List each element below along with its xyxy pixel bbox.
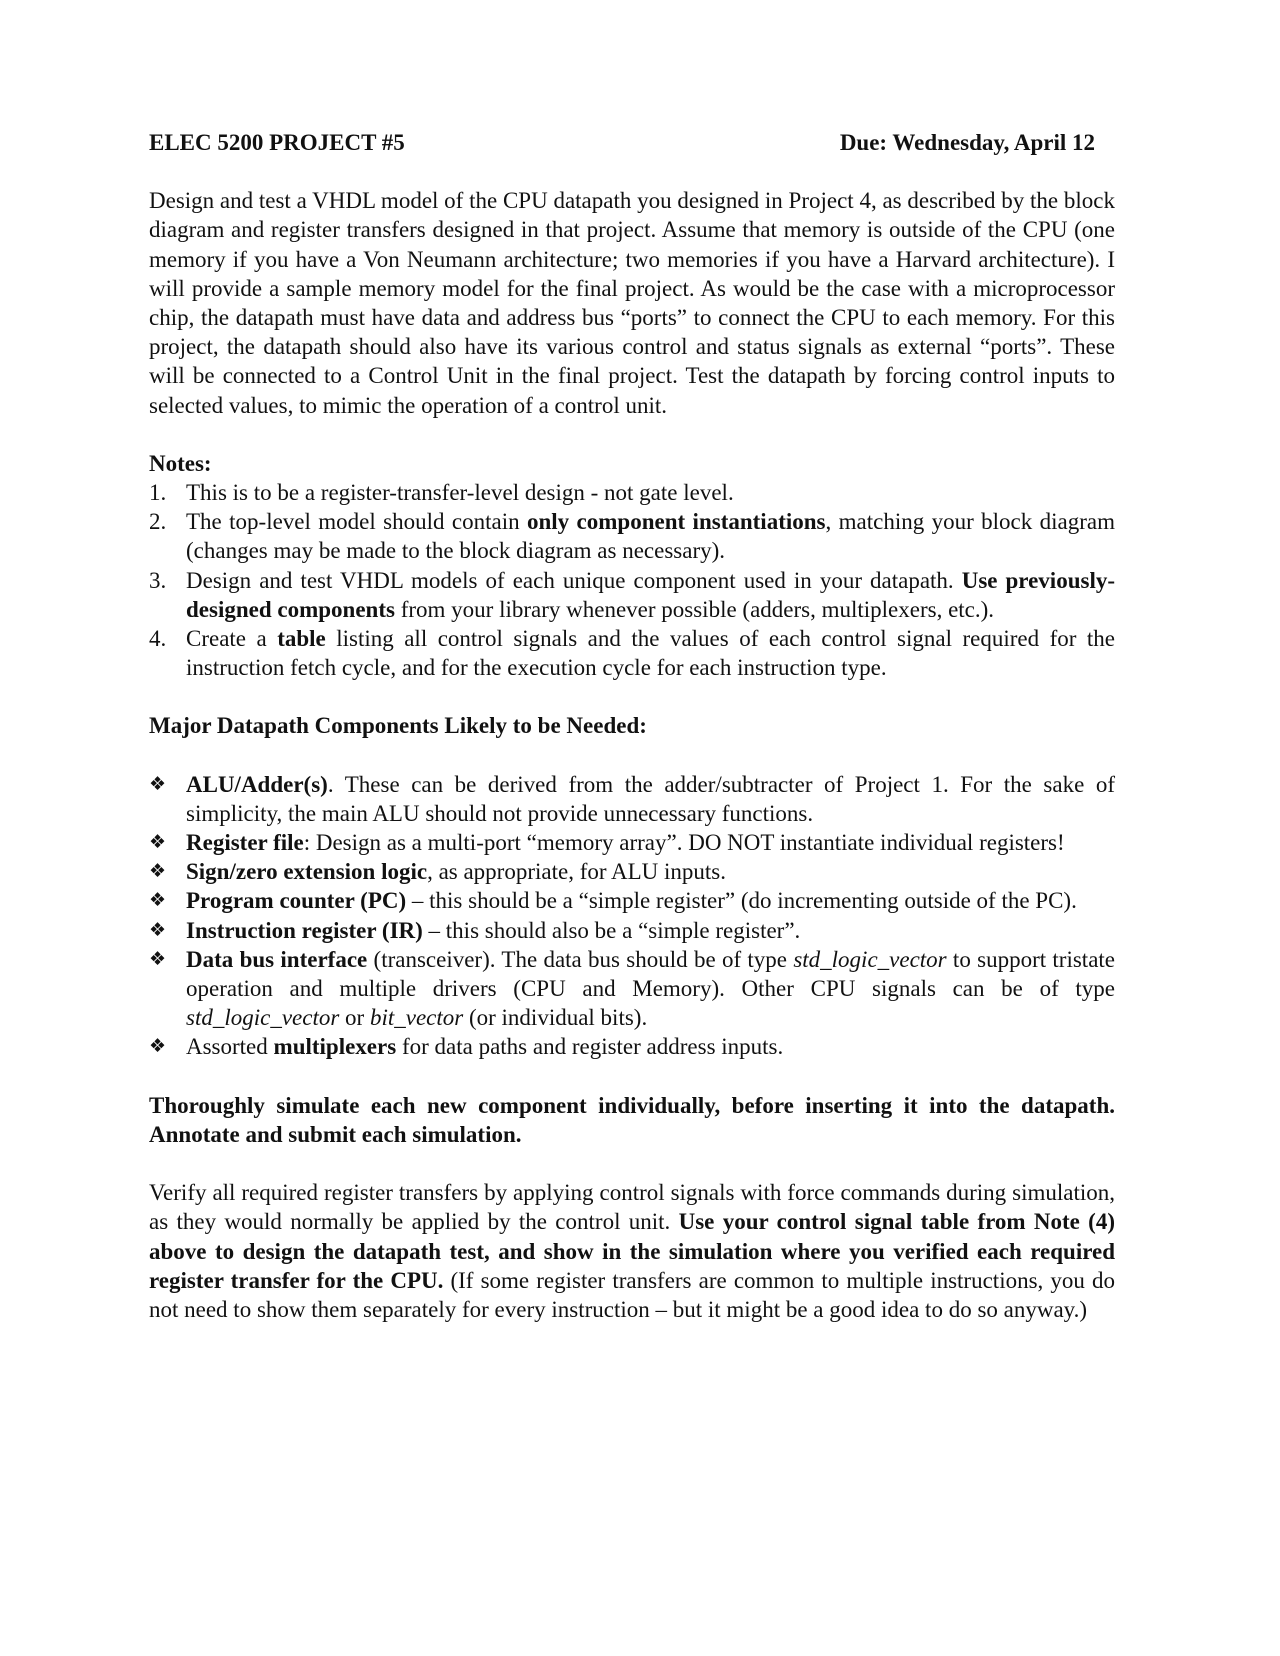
note-item: 3. Design and test VHDL models of each unique component used in your datapath. Use previously-designed components from your library whenever possible (adders, multiplexers, etc.). — [149, 567, 1115, 622]
diamond-bullet-icon: ❖ — [149, 889, 167, 912]
document-page — [149, 128, 1115, 1324]
diamond-bullet-icon: ❖ — [149, 831, 167, 854]
components-list — [149, 770, 1115, 1062]
project-title: ELEC 5200 PROJECT #5 — [149, 130, 405, 155]
diamond-bullet-icon: ❖ — [149, 860, 167, 883]
component-item: ❖ Instruction register (IR) – this should also be a “simple register”. — [149, 916, 1115, 945]
diamond-bullet-icon: ❖ — [149, 947, 167, 970]
component-item: ❖ Assorted multiplexers for data paths and register address inputs. — [149, 1032, 1115, 1061]
component-item: ❖ Register file: Design as a multi-port “memory array”. DO NOT instantiate individual registers! — [149, 828, 1115, 857]
note-item: 2. The top-level model should contain only component instantiations, matching your block diagram (changes may be made to the block diagram as necessary). — [149, 509, 1115, 564]
notes-list — [149, 478, 1115, 682]
simulate-paragraph: Thoroughly simulate each new component individually, before inserting it into the datapath. Annotate and submit each simulation. — [149, 1092, 1115, 1147]
component-item: ❖ Program counter (PC) – this should be a “simple register” (do incrementing outside of the PC). — [149, 886, 1115, 915]
due-date: Due: Wednesday, April 12 — [839, 130, 1095, 155]
verify-paragraph: Verify all required register transfers by applying control signals with force commands during simulation, as they would normally be applied by the control unit. Use your control signal table from Note (4) above to design the datapath test, and show in the simulation where you verified each required register transfer for the CPU. (If some register transfers are common to multiple instructions, you do not need to show them separately for every instruction – but it might be a good idea to do so anyway.) — [149, 1180, 1116, 1322]
components-heading: Major Datapath Components Likely to be Needed: — [149, 713, 647, 739]
note-item: 1. This is to be a register-transfer-level design - not gate level. — [149, 480, 734, 506]
notes-heading: Notes: — [149, 450, 212, 476]
component-item: ❖ Sign/zero extension logic, as appropriate, for ALU inputs. — [149, 857, 1115, 886]
diamond-bullet-icon: ❖ — [149, 1035, 167, 1058]
intro-paragraph: Design and test a VHDL model of the CPU datapath you designed in Project 4, as described by the block diagram and register transfers designed in that project. Assume that memory is outside of the CPU (one memory if you have a Von Neumann architecture; two memories if you have a Harvard architecture). I will provide a sample memory model for the final project. As would be the case with a microprocessor chip, the datapath must have data and address bus “ports” to connect the CPU to each memory. For this project, the datapath should also have its various control and status signals as external “ports”. These will be connected to a Control Unit in the final project. Test the datapath by forcing control inputs to selected values, to mimic the operation of a control unit. — [149, 188, 1115, 418]
note-item: 4. Create a table listing all control signals and the values of each control signal required for the instruction fetch cycle, and for the execution cycle for each instruction type. — [149, 626, 1115, 681]
diamond-bullet-icon: ❖ — [149, 918, 167, 941]
component-item: ❖ Data bus interface (transceiver). The data bus should be of type std_logic_vector to support tristate operation and multiple drivers (CPU and Memory). Other CPU signals can be of type std_logic_vector or bit_vector (or individual bits). — [149, 946, 1116, 1031]
document-header — [149, 128, 1095, 157]
diamond-bullet-icon: ❖ — [149, 772, 167, 795]
component-item: ❖ ALU/Adder(s). These can be derived from the adder/subtracter of Project 1. For the sake of simplicity, the main ALU should not provide unnecessary functions. — [149, 771, 1115, 826]
